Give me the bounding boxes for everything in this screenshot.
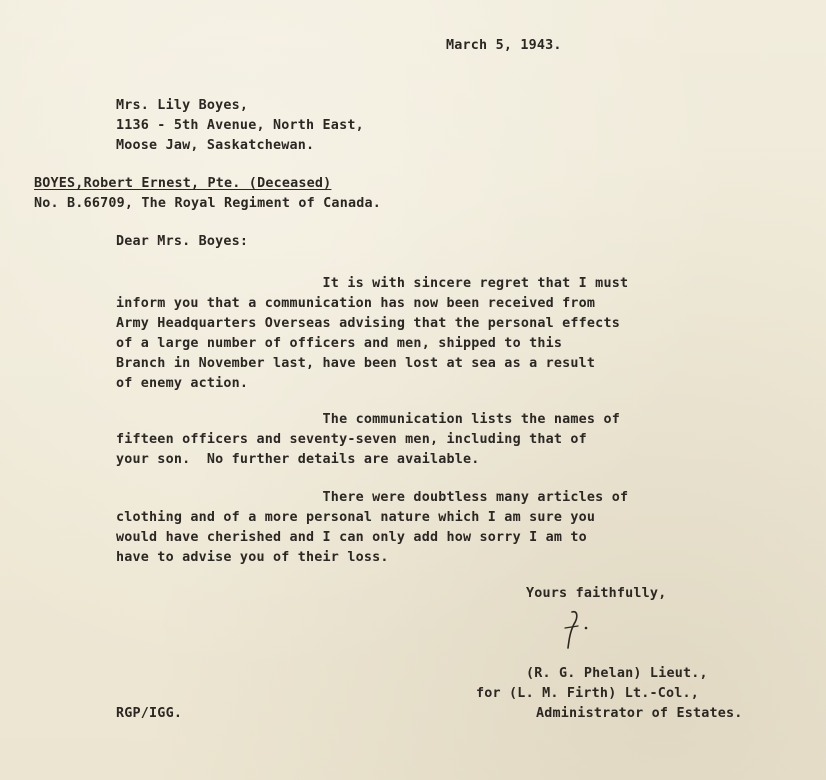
subject-line-1: BOYES,Robert Ernest, Pte. (Deceased) (34, 176, 332, 191)
signatory-line-1: (R. G. Phelan) Lieut., (526, 666, 708, 681)
paragraph-line: clothing and of a more personal nature which I am sure you (116, 510, 596, 525)
letter-date: March 5, 1943. (446, 38, 562, 53)
paragraph-line: have to advise you of their loss. (116, 550, 389, 565)
paragraph-line: fifteen officers and seventy-seven men, including that of (116, 432, 587, 447)
paragraph-line: Branch in November last, have been lost at sea as a result (116, 356, 596, 371)
paragraph-line: inform you that a communication has now been received from (116, 296, 596, 311)
paragraph-line: of a large number of officers and men, shipped to this (116, 336, 563, 351)
paragraph-1 (116, 274, 628, 394)
reference-initials: RGP/IGG. (116, 706, 183, 721)
handwritten-signature (556, 608, 596, 652)
closing: Yours faithfully, (526, 586, 667, 601)
paragraph-line: The communication lists the names of (116, 412, 620, 427)
signatory-line-3: Administrator of Estates. (536, 706, 743, 721)
recipient-name: Mrs. Lily Boyes, (116, 98, 249, 113)
paragraph-2 (116, 410, 620, 470)
paragraph-line: your son. No further details are available. (116, 452, 480, 467)
paragraph-line: There were doubtless many articles of (116, 490, 629, 505)
paragraph-3 (116, 488, 628, 568)
recipient-city: Moose Jaw, Saskatchewan. (116, 138, 315, 153)
paragraph-line: of enemy action. (116, 376, 249, 391)
paragraph-line: Army Headquarters Overseas advising that the personal effects (116, 316, 620, 331)
paragraph-line: would have cherished and I can only add how sorry I am to (116, 530, 587, 545)
paragraph-line: It is with sincere regret that I must (116, 276, 629, 291)
subject-line-2: No. B.66709, The Royal Regiment of Canada. (34, 196, 381, 211)
signature-mark (556, 608, 596, 652)
recipient-street: 1136 - 5th Avenue, North East, (116, 118, 364, 133)
signatory-line-2: for (L. M. Firth) Lt.-Col., (476, 686, 700, 701)
salutation: Dear Mrs. Boyes: (116, 234, 249, 249)
